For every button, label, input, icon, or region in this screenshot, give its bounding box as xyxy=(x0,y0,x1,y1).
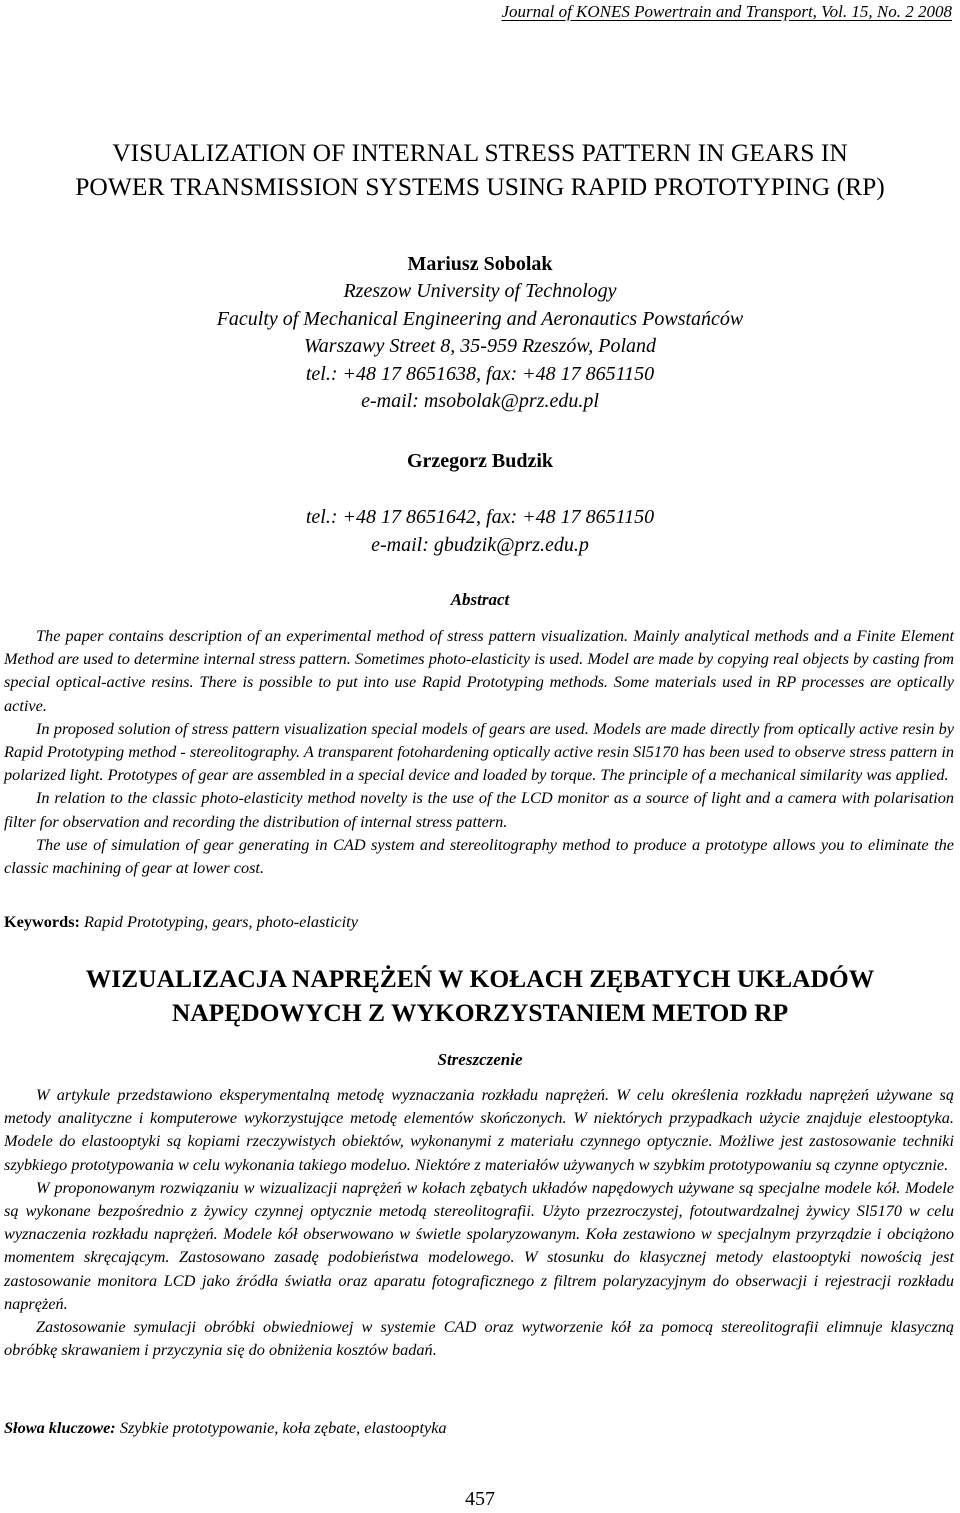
journal-header: Journal of KONES Powertrain and Transport, Vol. 15, No. 2 2008 xyxy=(501,2,952,21)
paper-title-english xyxy=(0,136,960,204)
author-name: Mariusz Sobolak xyxy=(407,253,553,275)
streszczenie-paragraph: Zastosowanie symulacji obróbki obwiedniowej w systemie CAD oraz wytworzenie kół za pomocą stereolitografii elimnuje klasyczną obróbkę skrawaniem i przyczynia się do obniżenia kosztów badań. xyxy=(4,1317,954,1360)
keywords-label: Keywords: xyxy=(4,912,80,931)
contact-email: e-mail: msobolak@prz.edu.pl xyxy=(361,390,599,412)
title-line: POWER TRANSMISSION SYSTEMS USING RAPID PROTOTYPING (RP) xyxy=(75,172,885,201)
streszczenie-heading: Streszczenie xyxy=(437,1050,523,1069)
abstract-paragraph: The paper contains description of an experimental method of stress pattern visualization. Mainly analytical methods and a Finite Element Method are used to determine internal stress pattern. Sometimes photo-elasticity is used. Model are made by copying real objects by casting from special optical-active resins. There is possible to put into use Rapid Prototyping methods. Some materials used in RP processes are optically active. xyxy=(4,626,954,715)
streszczenie-paragraph: W artykule przedstawiono eksperymentalną metodę wyznaczania rozkładu naprężeń. W celu określenia rozkładu naprężeń używane są metody analityczne i komputerowe wykorzystujące metodę elementów skończonych. W niektórych przypadkach użycie znajduje elestooptyka. Modele do elastooptyki są kopiami rzeczywistych obiektów, wykonanymi z materiału czynnego optycznie. Możliwe jest zastosowanie techniki szybkiego prototypowania w celu wykonania takiego modeluo. Niektóre z materiałów używanych w szybkim prototypowaniu są czynne optycznie. xyxy=(4,1085,954,1174)
title-line: WIZUALIZACJA NAPRĘŻEŃ W KOŁACH ZĘBATYCH UKŁADÓW xyxy=(85,964,875,993)
contact-email: e-mail: gbudzik@prz.edu.p xyxy=(371,533,589,556)
paper-title-polish xyxy=(0,962,960,1030)
title-line: VISUALIZATION OF INTERNAL STRESS PATTERN IN GEARS IN xyxy=(112,138,848,167)
keywords xyxy=(4,912,954,932)
contact-phone: tel.: +48 17 8651642, fax: +48 17 8651150 xyxy=(305,506,655,528)
abstract-paragraph: In relation to the classic photo-elasticity method novelty is the use of the LCD monitor as a source of light and a camera with polarisation filter for observation and recording the distribution of internal stress pattern. xyxy=(4,788,954,831)
affiliation-line: Rzeszow University of Technology xyxy=(343,280,617,302)
keywords-text: Rapid Prototyping, gears, photo-elasticity xyxy=(84,912,358,931)
abstract-paragraph: The use of simulation of gear generating in CAD system and stereolitography method to produce a prototype allows you to eliminate the classic machining of gear at lower cost. xyxy=(4,834,954,878)
contact-phone: tel.: +48 17 8651638, fax: +48 17 8651150 xyxy=(305,362,655,385)
title-line: NAPĘDOWYCH Z WYKORZYSTANIEM METOD RP xyxy=(171,998,789,1027)
author-affiliation xyxy=(0,278,960,416)
slowa-kluczowe-text: Szybkie prototypowanie, koła zębate, elastooptyka xyxy=(119,1418,447,1437)
slowa-kluczowe xyxy=(4,1418,954,1438)
author-name: Grzegorz Budzik xyxy=(406,450,554,472)
page-number: 457 xyxy=(465,1488,495,1510)
abstract-paragraph: In proposed solution of stress pattern visualization special models of gears are used. Models are made directly from optically active resin by Rapid Prototyping method - stereolitography. A transparent fotohardening optically active resin Sl5170 has been used to observe stress pattern in polarized light. Prototypes of gear are assembled in a special device and loaded by torque. The principle of a mechanical similarity was applied. xyxy=(4,718,954,785)
slowa-kluczowe-label: Słowa kluczowe: xyxy=(4,1418,116,1437)
abstract-body xyxy=(4,624,954,879)
streszczenie-body xyxy=(4,1083,954,1361)
affiliation-line: Warszawy Street 8, 35-959 Rzeszów, Poland xyxy=(303,335,657,357)
author-contact xyxy=(0,504,960,559)
streszczenie-paragraph: W proponowanym rozwiązaniu w wizualizacji naprężeń w kołach zębatych układów napędowych używane są specjalne modele kół. Modele są wykonane bezpośrednio z żywicy czynnej optycznie metodą stereolitografii. Użyto przezroczystej, fotoutwardzalnej żywicy Sl5170 w celu wyznaczenia rozkładu naprężeń. Modele kół obserwowano w świetle spolaryzowanym. Koła zestawiono w specjalnym przyrządzie i obciążono momentem skręcającym. Zastosowano zasadę podobieństwa modelowego. W stosunku do klasycznej metody elastooptyki nowością jest zastosowanie monitora LCD jako źródła światła oraz aparatu fotograficznego z filtrem polaryzacyjnym do obserwacji i rejestracji rozkładu naprężeń. xyxy=(4,1177,954,1313)
abstract-heading: Abstract xyxy=(450,590,510,609)
affiliation-line: Faculty of Mechanical Engineering and Aeronautics Powstańców xyxy=(216,307,744,330)
